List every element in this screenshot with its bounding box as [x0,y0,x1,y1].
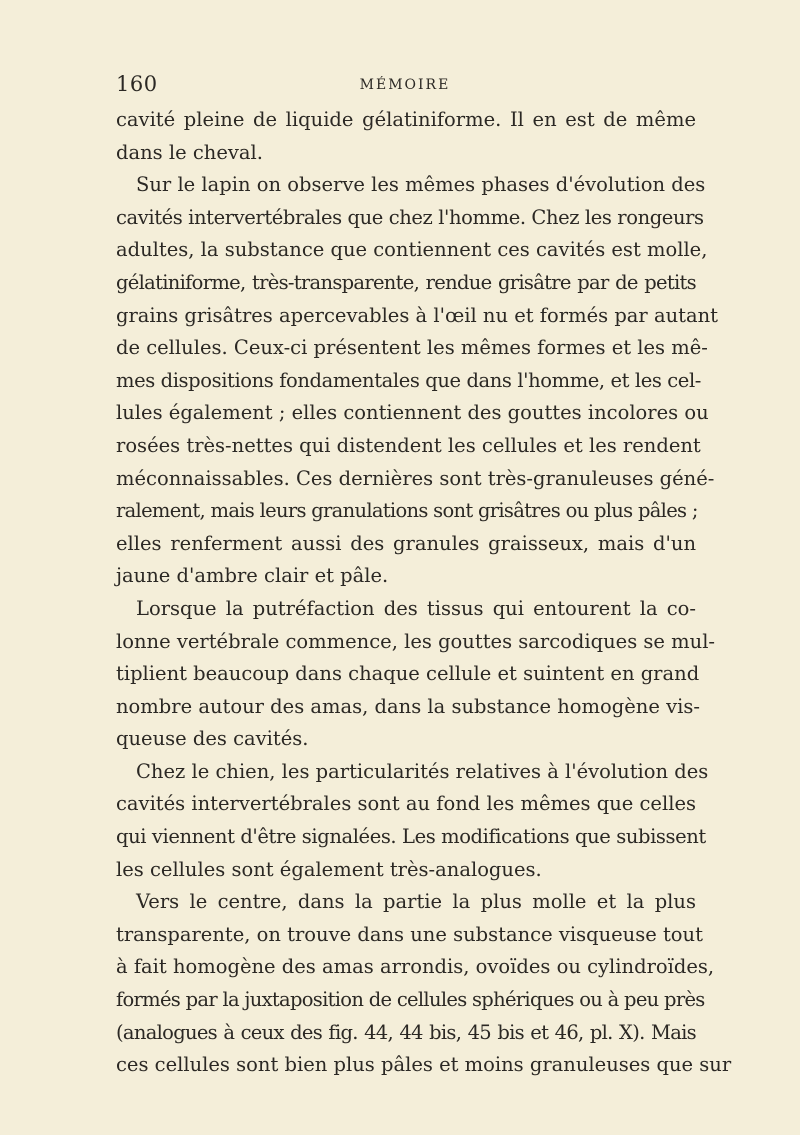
text-line: cavités intervertébrales que chez l'homme. Chez les rongeurs [116,205,704,229]
text-line: cavités intervertébrales sont au fond les mêmes que celles [116,792,696,816]
text-line: formés par la juxtaposition de cellules sphériques ou à peu près [116,988,705,1012]
body-text [116,104,732,1082]
text-line: elles renferment aussi des granules graisseux, mais d'un [116,531,696,555]
text-line: transparente, on trouve dans une substance visqueuse tout [116,922,703,946]
text-line: ralement, mais leurs granulations sont grisâtres ou plus pâles ; [116,499,698,523]
text-line: adultes, la substance que contiennent ces cavités est molle, [116,238,708,262]
text-line: queuse des cavités. [116,727,309,751]
text-line: ces cellules sont bien plus pâles et moins granuleuses que sur [116,1053,732,1077]
text-line: méconnaissables. Ces dernières sont très-granuleuses géné- [116,466,715,490]
text-line: grains grisâtres apercevables à l'œil nu et formés par autant [116,303,718,327]
text-line: jaune d'ambre clair et pâle. [116,564,389,588]
text-line: lonne vertébrale commence, les gouttes sarcodiques se mul- [116,629,716,653]
page-number: 160 [116,72,158,96]
text-line: de cellules. Ceux-ci présentent les mêmes formes et les mê- [116,336,708,360]
text-line: Lorsque la putréfaction des tissus qui entourent la co- [136,596,696,620]
text-line: rosées très-nettes qui distendent les cellules et les rendent [116,433,701,457]
text-line: les cellules sont également très-analogues. [116,857,542,881]
text-line: Chez le chien, les particularités relatives à l'évolution des [136,759,709,783]
text-line: lules également ; elles contiennent des gouttes incolores ou [116,401,709,425]
text-line: tiplient beaucoup dans chaque cellule et suintent en grand [116,662,700,686]
text-line: gélatiniforme, très-transparente, rendue grisâtre par de petits [116,270,696,294]
text-line: nombre autour des amas, dans la substance homogène vis- [116,694,700,718]
running-head-title: MÉMOIRE [359,77,451,93]
text-line: qui viennent d'être signalées. Les modifications que subissent [116,825,706,849]
running-head [116,72,694,102]
text-line: dans le cheval. [116,140,263,164]
text-line: (analogues à ceux des fig. 44, 44 bis, 45 bis et 46, pl. X). Mais [116,1020,696,1044]
text-line: cavité pleine de liquide gélatiniforme. Il en est de même [116,108,696,131]
text-line: à fait homogène des amas arrondis, ovoïdes ou cylindroïdes, [116,955,715,979]
text-line: Sur le lapin on observe les mêmes phases d'évolution des [136,173,706,197]
text-line: Vers le centre, dans la partie la plus molle et la plus [136,890,696,914]
text-line: mes dispositions fondamentales que dans l'homme, et les cel- [116,368,701,392]
